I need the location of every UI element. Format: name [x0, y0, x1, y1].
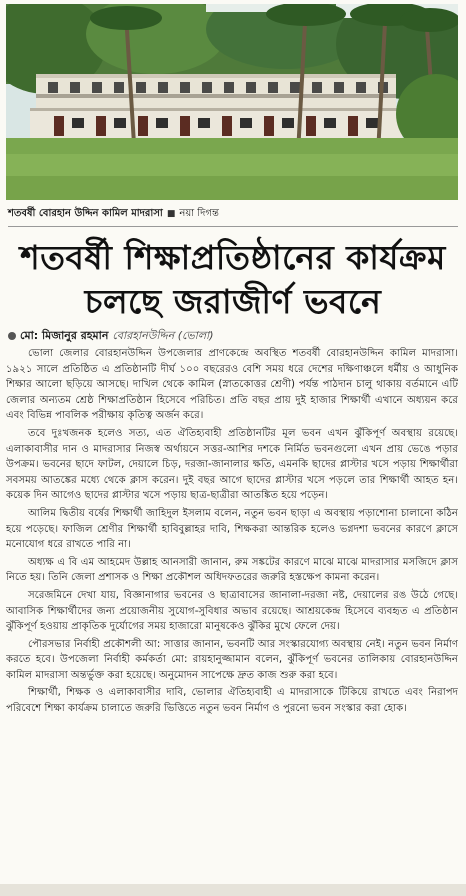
caption-divider: [8, 226, 458, 227]
madrasa-building-photo: [6, 4, 458, 200]
paragraph: তবে দুঃখজনক হলেও সত্য, এত ঐতিহ্যবাহী প্রতিষ্ঠানটির মূল ভবন এখন ঝুঁকিপূর্ণ অবস্থায় রয়েছে। এলাকাবাসীর দান ও মাদরাসার নিজস্ব অর্থায়নে সত্তর-আশির দশকে নির্মিত ভবনগুলো এখন প্রায় ভেঙে পড়ার উপক্রম। ভবনের ছাদে ফাটল, দেয়ালে চিড়, দরজা-জানালার ক্ষতি, এমনকি ছাদের প্লাস্টার খসে পড়ায় শিক্ষার্থীরা সবসময় আতঙ্কের মধ্যে থেকে ক্লাস করেন। দুই বছর আগে ছাদের প্লাস্টার খসে পড়লে তার শিক্ষার্থী আহত হন। কয়েক দিন আগেও ছাদের প্লাস্টার খসে পড়ায় ছাত্র-ছাত্রীরা আতঙ্কিত হয়ে পড়েন।: [6, 427, 458, 502]
byline: [8, 327, 458, 345]
photo-source: নয়া দিগন্ত: [179, 207, 219, 219]
photo-title: শতবর্ষী বোরহান উদ্দিন কামিল মাদরাসা: [8, 207, 163, 219]
paragraph: অধ্যক্ষ এ বি এম আহমেদ উল্লাহ আনসারী জানান, রুম সঙ্কটের কারণে মাঝে মাঝে মাদরাসার মসজিদে ক্লাস নিতে হয়। তিনি জেলা প্রশাসক ও শিক্ষা প্রকৌশল অধিদফতরের জরুরি হস্তক্ষেপ কামনা করেন।: [6, 556, 458, 584]
paragraph: সরেজমিনে দেখা যায়, বিজ্ঞানাগার ভবনের ও ছাত্রাবাসের জানালা-দরজা নষ্ট, দেয়ালের রঙ উঠে গেছে। আবাসিক শিক্ষার্থীদের জন্য প্রয়োজনীয় সুযোগ-সুবিধার অভাব রয়েছে। আশ্রয়কেন্দ্র হিসেবে ব্যবহৃত এ প্রতিষ্ঠান ঝুঁকিপূর্ণ হওয়ায় প্রাকৃতিক দুর্যোগের সময় হাজারো মানুষকেও ঝুঁকির মুখে ফেলে দেয়।: [6, 589, 458, 633]
page-bottom-edge: [0, 884, 466, 896]
article-body: [6, 346, 458, 886]
photo-caption: [8, 206, 458, 222]
caption-separator: ■: [166, 209, 176, 219]
paragraph: ভোলা জেলার বোরহানউদ্দিন উপজেলার প্রাণকেন্দ্রে অবস্থিত শতবর্ষী বোরহানউদ্দিন কামিল মাদরাসা। ১৯২১ সালে প্রতিষ্ঠিত এ প্রতিষ্ঠানটি দীর্ঘ ১০০ বছরেরও বেশি সময় ধরে দেশের দক্ষিণাঞ্চলে ধর্মীয় ও আধুনিক শিক্ষার আলো ছড়িয়ে আসছে। দাখিল থেকে কামিল (স্নাতকোত্তর শ্রেণী) পর্যন্ত পাঠদান চালু থাকায় বর্তমানে এটি জেলার অন্যতম শ্রেষ্ঠ শিক্ষাপ্রতিষ্ঠান হিসেবে পরিচিত। প্রতি বছর প্রায় দুই হাজার শিক্ষার্থী এখানে অধ্যয়ন করে এবং বিভিন্ন পাবলিক পরীক্ষায় কৃতিত্ব অর্জন করে।: [6, 348, 458, 422]
paragraph: আলিম দ্বিতীয় বর্ষের শিক্ষার্থী জাহিদুল ইসলাম বলেন, নতুন ভবন ছাড়া এ অবস্থায় পড়াশোনা চালানো কঠিন হয়ে পড়েছে। ফাজিল শ্রেণীর শিক্ষার্থী হাবিবুল্লাহর দাবি, শিক্ষকরা আন্তরিক হলেও ভগ্নদশা ভবনের কারণে ক্লাসে মনোযোগ ধরে রাখতে পারি না।: [6, 507, 458, 551]
headline-line-2: চলছে জরাজীর্ণ ভবনে: [84, 282, 382, 321]
dateline-location: বোরহানউদ্দিন (ভোলা): [112, 328, 214, 342]
paragraph: শিক্ষার্থী, শিক্ষক ও এলাকাবাসীর দাবি, ভোলার ঐতিহ্যবাহী এ মাদরাসাকে টিকিয়ে রাখতে এবং নিরাপদ পরিবেশে শিক্ষা কার্যক্রম চালাতে জরুরি ভিত্তিতে নতুন ভবন নির্মাণ ও পুরনো ভবন সংস্কার করা হোক।: [6, 687, 458, 715]
author-name: মো: মিজানুর রহমান: [20, 328, 109, 342]
paragraph: পৌরসভার নির্বাহী প্রকৌশলী আ: সাত্তার জানান, ভবনটি আর সংস্কারযোগ্য অবস্থায় নেই। নতুন ভবন নির্মাণ করতে হবে। উপজেলা নির্বাহী কর্মকর্তা মো: রায়হানুজ্জামান বলেন, ঝুঁকিপূর্ণ ভবনের তালিকায় বোরহানউদ্দিন কামিল মাদরাসা অন্তর্ভুক্ত করা হয়েছে। অনুমোদন সাপেক্ষে দ্রুত কাজ শুরু করা হবে।: [6, 638, 458, 681]
bullet-icon: [8, 332, 16, 340]
headline-line-1: শতবর্ষী শিক্ষাপ্রতিষ্ঠানের কার্যক্রম: [20, 238, 446, 277]
